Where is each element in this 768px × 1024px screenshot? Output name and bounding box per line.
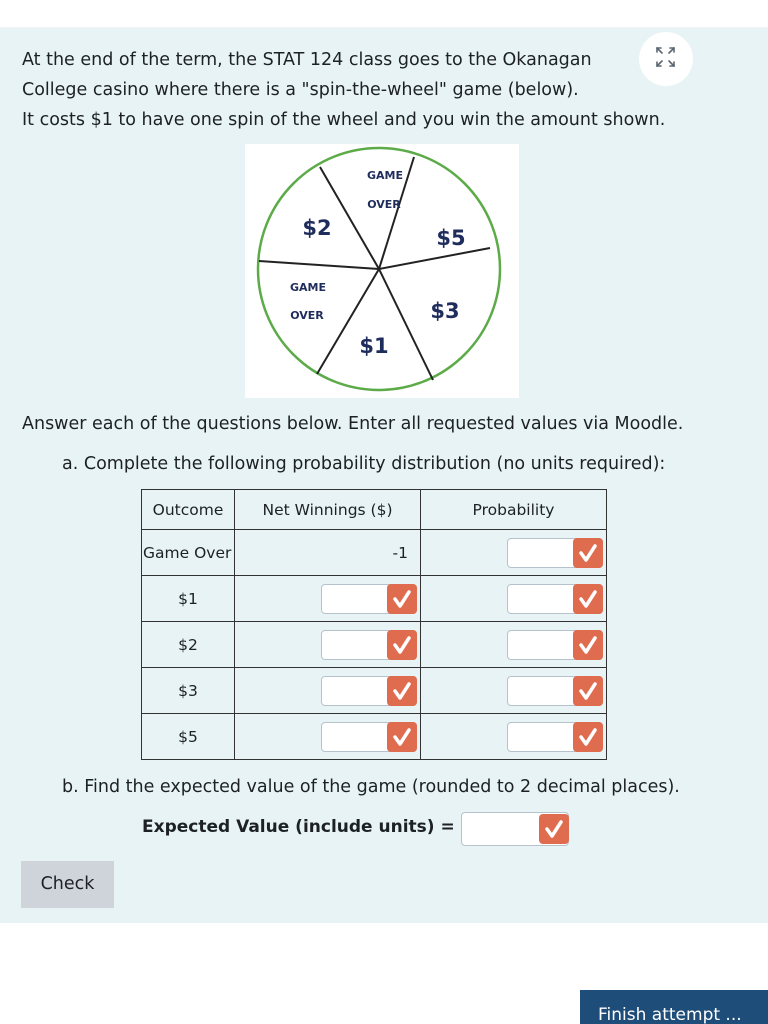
- table-row: [142, 714, 607, 760]
- incorrect-check-icon: [387, 676, 417, 706]
- intro-line-2: College casino where there is a "spin-the-wheel" game (below).: [22, 80, 579, 100]
- table-row: [142, 668, 607, 714]
- expected-value-label: Expected Value (include units) =: [142, 817, 455, 837]
- wheel-label-1: $1: [359, 334, 389, 358]
- wheel-label-game-over-top: OVER: [367, 198, 401, 211]
- header-outcome: Outcome: [142, 490, 235, 530]
- table-row: [142, 530, 607, 576]
- table-header-row: [142, 490, 607, 530]
- intro-line-3: It costs $1 to have one spin of the wheel and you win the amount shown.: [22, 110, 666, 130]
- probability-table: [141, 489, 607, 760]
- incorrect-check-icon: [573, 630, 603, 660]
- incorrect-check-icon: [573, 722, 603, 752]
- wheel-image: [245, 144, 519, 398]
- incorrect-check-icon: [573, 538, 603, 568]
- header-net-winnings: Net Winnings ($): [235, 490, 421, 530]
- incorrect-check-icon: [387, 722, 417, 752]
- table-row: [142, 576, 607, 622]
- outcome-cell: $2: [142, 622, 235, 668]
- check-button[interactable]: Check: [21, 861, 114, 908]
- wheel-label-3: $3: [430, 299, 460, 323]
- header-probability: Probability: [421, 490, 607, 530]
- finish-attempt-button[interactable]: Finish attempt ...: [580, 990, 768, 1024]
- incorrect-check-icon: [387, 584, 417, 614]
- part-a-prompt: a. Complete the following probability distribution (no units required):: [62, 454, 666, 474]
- incorrect-check-icon: [573, 584, 603, 614]
- net-winnings-value: -1: [235, 530, 421, 576]
- wheel-label-game-over-top: GAME: [366, 169, 404, 182]
- top-strip: [0, 0, 768, 28]
- incorrect-check-icon: [539, 814, 569, 844]
- wheel-label-game-over-left: OVER: [290, 309, 324, 322]
- intro-line-1: At the end of the term, the STAT 124 class goes to the Okanagan: [22, 50, 592, 70]
- wheel-label-2: $2: [302, 216, 332, 240]
- incorrect-check-icon: [573, 676, 603, 706]
- outcome-cell: $1: [142, 576, 235, 622]
- wheel-label-5: $5: [436, 226, 466, 250]
- incorrect-check-icon: [387, 630, 417, 660]
- outcome-cell: $5: [142, 714, 235, 760]
- outcome-cell: $3: [142, 668, 235, 714]
- part-b-prompt: b. Find the expected value of the game (rounded to 2 decimal places).: [62, 777, 680, 797]
- outcome-cell: Game Over: [142, 530, 235, 576]
- answer-instruction: Answer each of the questions below. Enter all requested values via Moodle.: [22, 414, 684, 434]
- expand-arrows-icon: [639, 32, 693, 86]
- wheel-label-game-over-left: GAME: [289, 281, 327, 294]
- fullscreen-button[interactable]: [639, 32, 693, 86]
- table-row: [142, 622, 607, 668]
